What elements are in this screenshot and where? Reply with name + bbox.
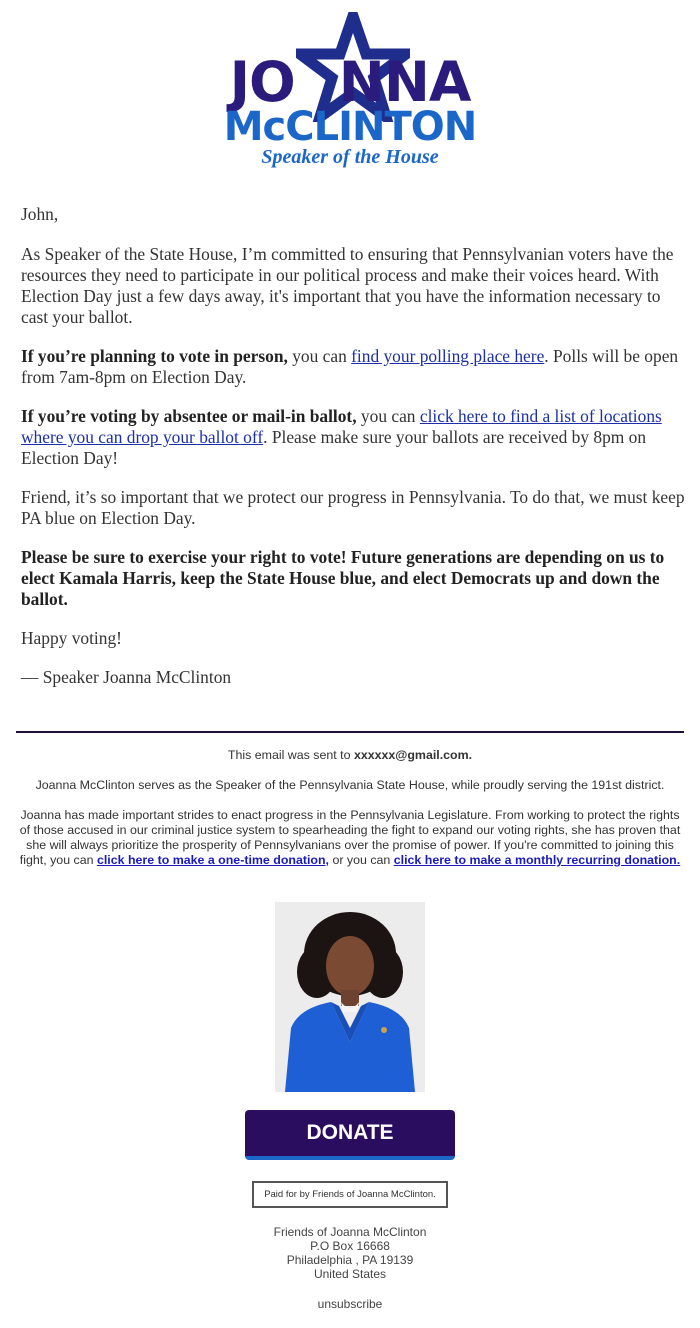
greeting: John, xyxy=(21,204,59,224)
candidate-photo xyxy=(275,902,425,1092)
letter-body xyxy=(21,204,685,706)
recipient-email: xxxxxx@gmail.com. xyxy=(353,748,473,762)
sent-to-line: This email was sent to xxxxxx@gmail.com. xyxy=(227,748,473,762)
logo-tagline: Speaker of the House xyxy=(261,146,439,168)
paragraph-call-to-vote: Please be sure to exercise your right to vote! Future generations are depending on us to elect Kamala Harris, keep the State House blue, and elect Democrats up and down the ballot. xyxy=(21,547,665,609)
paragraph-intro: As Speaker of the State House, I’m committed to ensuring that Pennsylvanian voters have the resources they need to participate in our political process and make their voices heard. With Election Day just a few days away, it's important that you have the information necessary to cast your ballot. xyxy=(21,244,674,327)
donate-button[interactable]: DONATE xyxy=(245,1110,455,1160)
unsubscribe-link[interactable]: unsubscribe xyxy=(317,1297,383,1311)
monthly-donation-link[interactable]: click here to make a monthly recurring donation. xyxy=(393,853,681,867)
signature: — Speaker Joanna McClinton xyxy=(21,667,232,687)
logo-first-name: JO NNA xyxy=(229,50,471,114)
paid-for-disclaimer: Paid for by Friends of Joanna McClinton. xyxy=(252,1181,448,1208)
one-time-donation-link[interactable]: click here to make a one-time donation, xyxy=(96,853,329,867)
serves-text: Joanna McClinton serves as the Speaker of the Pennsylvania State House, while proudly serving the 191st district. xyxy=(35,778,665,792)
paragraph-mail-in: If you’re voting by absentee or mail-in ballot, you can click here to find a list of locations where you can drop your ballot off. Please make sure your ballots are received by 8pm on Election Day! xyxy=(21,406,662,468)
email-header xyxy=(0,0,700,180)
email-footer xyxy=(16,748,684,883)
logo-last-name: McCLINTON xyxy=(223,104,477,150)
footer-divider xyxy=(16,731,684,733)
strides-text: Joanna has made important strides to enact progress in the Pennsylvania Legislature. From working to protect the rights of those accused in our criminal justice system to spearheading the fight to expand our voting rights, she has proven that she will always prioritize the prosperity of Pennsylvanians over the promise of power. If you're committed to joining this fight, you can click here to make a one-time donation, or you can click here to make a monthly recurring donation. xyxy=(19,808,681,867)
paragraph-in-person: If you’re planning to vote in person, you can find your polling place here. Polls will be open from 7am-8pm on Election Day. xyxy=(21,346,679,387)
drop-off-locations-link[interactable]: click here to find a list of locations where you can drop your ballot off xyxy=(21,406,662,447)
mailing-address: Friends of Joanna McClinton P.O Box 16668 Philadelphia , PA 19139 United States xyxy=(273,1225,427,1281)
paragraph-progress: Friend, it’s so important that we protect our progress in Pennsylvania. To do that, we must keep PA blue on Election Day. xyxy=(21,487,685,528)
polling-place-link[interactable]: find your polling place here xyxy=(351,346,545,366)
paragraph-closing: Happy voting! xyxy=(21,628,122,648)
